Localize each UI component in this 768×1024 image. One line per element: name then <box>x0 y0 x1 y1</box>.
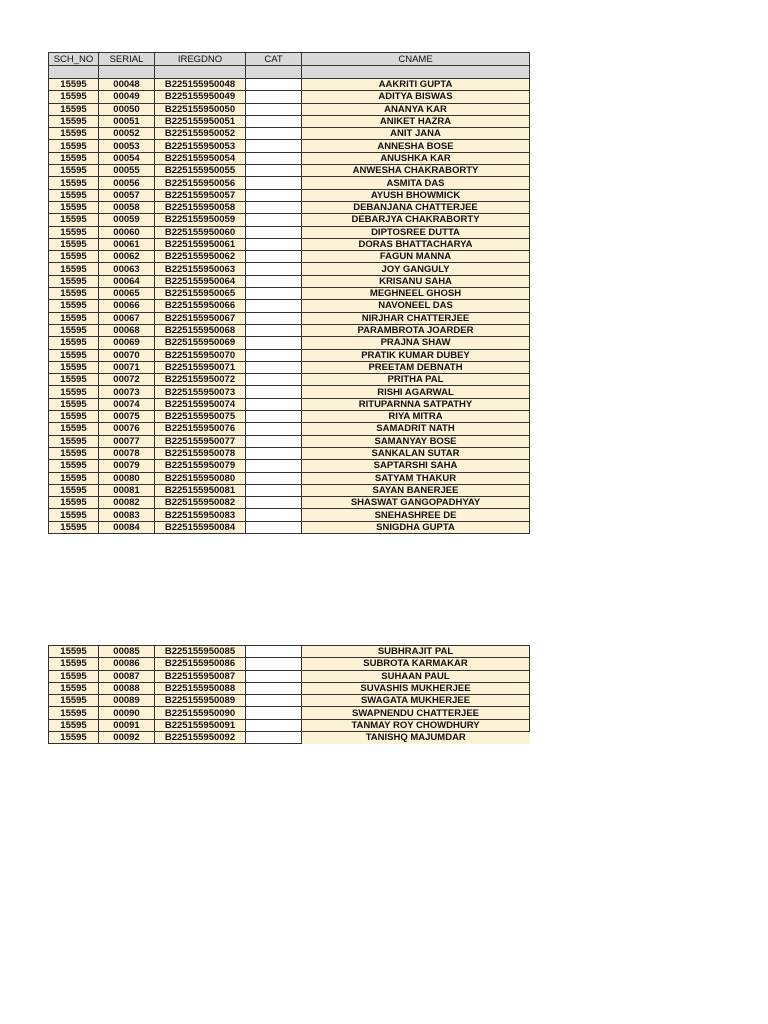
cat-cell[interactable] <box>246 177 302 189</box>
sch-no-cell[interactable]: 15595 <box>49 140 99 152</box>
sch-no-cell[interactable]: 15595 <box>49 349 99 361</box>
serial-cell[interactable]: 00071 <box>99 361 155 373</box>
serial-cell[interactable]: 00073 <box>99 386 155 398</box>
iregdno-cell[interactable]: B225155950065 <box>155 288 246 300</box>
table-row <box>49 484 530 496</box>
serial-cell[interactable]: 00059 <box>99 214 155 226</box>
cat-cell[interactable] <box>246 226 302 238</box>
iregdno-cell[interactable]: B225155950077 <box>155 435 246 447</box>
serial-cell[interactable]: 00065 <box>99 288 155 300</box>
table-row <box>49 670 530 682</box>
cname-cell[interactable]: ANNESHA BOSE <box>302 140 530 152</box>
table-row <box>49 312 530 324</box>
blank-cell[interactable] <box>302 66 530 79</box>
iregdno-cell[interactable]: B225155950083 <box>155 509 246 521</box>
cname-cell[interactable]: SUVASHIS MUKHERJEE <box>302 682 530 694</box>
serial-cell[interactable]: 00085 <box>99 646 155 658</box>
sch-no-cell[interactable]: 15595 <box>49 484 99 496</box>
cname-cell[interactable]: PRAJNA SHAW <box>302 337 530 349</box>
cname-cell[interactable]: FAGUN MANNA <box>302 251 530 263</box>
serial-cell[interactable]: 00084 <box>99 521 155 533</box>
cname-cell[interactable]: PARAMBROTA JOARDER <box>302 324 530 336</box>
iregdno-cell[interactable]: B225155950064 <box>155 275 246 287</box>
iregdno-cell[interactable]: B225155950059 <box>155 214 246 226</box>
iregdno-cell[interactable]: B225155950084 <box>155 521 246 533</box>
blank-header-row <box>49 66 530 79</box>
cname-cell[interactable]: DIPTOSREE DUTTA <box>302 226 530 238</box>
cat-cell[interactable] <box>246 719 302 731</box>
cat-cell[interactable] <box>246 682 302 694</box>
iregdno-cell[interactable]: B225155950078 <box>155 447 246 459</box>
serial-cell[interactable]: 00052 <box>99 128 155 140</box>
cname-cell[interactable]: SUHAAN PAUL <box>302 670 530 682</box>
sch-no-cell[interactable]: 15595 <box>49 423 99 435</box>
serial-cell[interactable]: 00055 <box>99 165 155 177</box>
cat-cell[interactable] <box>246 411 302 423</box>
sch-no-cell[interactable]: 15595 <box>49 300 99 312</box>
table-row <box>49 398 530 410</box>
table-row <box>49 658 530 670</box>
iregdno-cell[interactable]: B225155950068 <box>155 324 246 336</box>
table-row <box>49 177 530 189</box>
sch-no-cell[interactable]: 15595 <box>49 177 99 189</box>
iregdno-cell[interactable]: B225155950058 <box>155 201 246 213</box>
table-row <box>49 472 530 484</box>
serial-cell[interactable]: 00050 <box>99 103 155 115</box>
table-row <box>49 374 530 386</box>
cat-cell[interactable] <box>246 398 302 410</box>
sch-no-cell[interactable]: 15595 <box>49 337 99 349</box>
iregdno-cell[interactable]: B225155950075 <box>155 411 246 423</box>
serial-cell[interactable]: 00062 <box>99 251 155 263</box>
cat-cell[interactable] <box>246 140 302 152</box>
cat-cell[interactable] <box>246 435 302 447</box>
cat-cell[interactable] <box>246 484 302 496</box>
serial-cell[interactable]: 00080 <box>99 472 155 484</box>
cat-cell[interactable] <box>246 349 302 361</box>
header-row <box>49 53 530 66</box>
serial-cell[interactable]: 00068 <box>99 324 155 336</box>
cname-cell[interactable]: SATYAM THAKUR <box>302 472 530 484</box>
sch-no-cell[interactable]: 15595 <box>49 103 99 115</box>
iregdno-cell[interactable]: B225155950069 <box>155 337 246 349</box>
cname-cell[interactable]: SANKALAN SUTAR <box>302 447 530 459</box>
cname-cell[interactable]: SNIGDHA GUPTA <box>302 521 530 533</box>
cat-cell[interactable] <box>246 646 302 658</box>
iregdno-cell[interactable]: B225155950063 <box>155 263 246 275</box>
serial-cell[interactable]: 00076 <box>99 423 155 435</box>
serial-cell[interactable]: 00083 <box>99 509 155 521</box>
iregdno-cell[interactable]: B225155950052 <box>155 128 246 140</box>
cname-cell[interactable]: SAPTARSHI SAHA <box>302 460 530 472</box>
sch-no-cell[interactable]: 15595 <box>49 251 99 263</box>
sch-no-cell[interactable]: 15595 <box>49 226 99 238</box>
table-row <box>49 201 530 213</box>
cat-cell[interactable] <box>246 361 302 373</box>
table-row <box>49 447 530 459</box>
sch-no-cell[interactable]: 15595 <box>49 312 99 324</box>
table-row <box>49 435 530 447</box>
cat-cell[interactable] <box>246 521 302 533</box>
sch-no-cell[interactable]: 15595 <box>49 509 99 521</box>
table-row <box>49 115 530 127</box>
cname-cell[interactable]: SNEHASHREE DE <box>302 509 530 521</box>
table-row <box>49 152 530 164</box>
cname-cell[interactable]: MEGHNEEL GHOSH <box>302 288 530 300</box>
iregdno-cell[interactable]: B225155950053 <box>155 140 246 152</box>
cat-cell[interactable] <box>246 165 302 177</box>
sch-no-cell[interactable]: 15595 <box>49 398 99 410</box>
student-table-page-2 <box>48 645 530 744</box>
table-row <box>49 361 530 373</box>
sch-no-cell[interactable]: 15595 <box>49 447 99 459</box>
sch-no-cell[interactable]: 15595 <box>49 521 99 533</box>
serial-cell[interactable]: 00064 <box>99 275 155 287</box>
serial-cell[interactable]: 00070 <box>99 349 155 361</box>
iregdno-cell[interactable]: B225155950056 <box>155 177 246 189</box>
iregdno-cell[interactable]: B225155950089 <box>155 695 246 707</box>
serial-cell[interactable]: 00066 <box>99 300 155 312</box>
table-row <box>49 226 530 238</box>
serial-cell[interactable]: 00082 <box>99 497 155 509</box>
table-row <box>49 140 530 152</box>
iregdno-cell[interactable]: B225155950060 <box>155 226 246 238</box>
cat-cell[interactable] <box>246 189 302 201</box>
table-row <box>49 411 530 423</box>
serial-cell[interactable]: 00079 <box>99 460 155 472</box>
table-row <box>49 189 530 201</box>
cname-cell[interactable]: TANMAY ROY CHOWDHURY <box>302 719 530 731</box>
cname-cell[interactable]: RIYA MITRA <box>302 411 530 423</box>
cname-cell[interactable]: TANISHQ MAJUMDAR <box>302 732 530 744</box>
header-iregdno[interactable]: IREGDNO <box>155 53 246 66</box>
cat-cell[interactable] <box>246 201 302 213</box>
cname-cell[interactable]: SAMADRIT NATH <box>302 423 530 435</box>
table-row <box>49 300 530 312</box>
cname-cell[interactable]: DORAS BHATTACHARYA <box>302 238 530 250</box>
serial-cell[interactable]: 00074 <box>99 398 155 410</box>
table-row <box>49 695 530 707</box>
cname-cell[interactable]: ANWESHA CHAKRABORTY <box>302 165 530 177</box>
sch-no-cell[interactable]: 15595 <box>49 658 99 670</box>
cat-cell[interactable] <box>246 288 302 300</box>
serial-cell[interactable]: 00081 <box>99 484 155 496</box>
sch-no-cell[interactable]: 15595 <box>49 165 99 177</box>
iregdno-cell[interactable]: B225155950088 <box>155 682 246 694</box>
iregdno-cell[interactable]: B225155950073 <box>155 386 246 398</box>
cname-cell[interactable]: ANIT JANA <box>302 128 530 140</box>
serial-cell[interactable]: 00092 <box>99 732 155 744</box>
iregdno-cell[interactable]: B225155950082 <box>155 497 246 509</box>
serial-cell[interactable]: 00091 <box>99 719 155 731</box>
cname-cell[interactable]: JOY GANGULY <box>302 263 530 275</box>
table-row <box>49 275 530 287</box>
cat-cell[interactable] <box>246 670 302 682</box>
iregdno-cell[interactable]: B225155950079 <box>155 460 246 472</box>
cat-cell[interactable] <box>246 263 302 275</box>
iregdno-cell[interactable]: B225155950080 <box>155 472 246 484</box>
cat-cell[interactable] <box>246 509 302 521</box>
serial-cell[interactable]: 00087 <box>99 670 155 682</box>
cname-cell[interactable]: SHASWAT GANGOPADHYAY <box>302 497 530 509</box>
table-row <box>49 460 530 472</box>
header-cname[interactable]: CNAME <box>302 53 530 66</box>
serial-cell[interactable]: 00057 <box>99 189 155 201</box>
cat-cell[interactable] <box>246 91 302 103</box>
cname-cell[interactable]: DEBARJYA CHAKRABORTY <box>302 214 530 226</box>
sch-no-cell[interactable]: 15595 <box>49 288 99 300</box>
serial-cell[interactable]: 00060 <box>99 226 155 238</box>
cat-cell[interactable] <box>246 324 302 336</box>
serial-cell[interactable]: 00090 <box>99 707 155 719</box>
sch-no-cell[interactable]: 15595 <box>49 670 99 682</box>
cat-cell[interactable] <box>246 79 302 91</box>
cat-cell[interactable] <box>246 115 302 127</box>
cat-cell[interactable] <box>246 275 302 287</box>
sch-no-cell[interactable]: 15595 <box>49 682 99 694</box>
cname-cell[interactable]: PRITHA PAL <box>302 374 530 386</box>
table-row <box>49 288 530 300</box>
iregdno-cell[interactable]: B225155950071 <box>155 361 246 373</box>
cat-cell[interactable] <box>246 337 302 349</box>
cat-cell[interactable] <box>246 497 302 509</box>
header-serial[interactable]: SERIAL <box>99 53 155 66</box>
serial-cell[interactable]: 00089 <box>99 695 155 707</box>
cat-cell[interactable] <box>246 658 302 670</box>
iregdno-cell[interactable]: B225155950081 <box>155 484 246 496</box>
iregdno-cell[interactable]: B225155950048 <box>155 79 246 91</box>
serial-cell[interactable]: 00078 <box>99 447 155 459</box>
sch-no-cell[interactable]: 15595 <box>49 263 99 275</box>
iregdno-cell[interactable]: B225155950054 <box>155 152 246 164</box>
table-row <box>49 509 530 521</box>
cname-cell[interactable]: PREETAM DEBNATH <box>302 361 530 373</box>
cat-cell[interactable] <box>246 238 302 250</box>
table-row <box>49 214 530 226</box>
table-row <box>49 719 530 731</box>
sch-no-cell[interactable]: 15595 <box>49 189 99 201</box>
sch-no-cell[interactable]: 15595 <box>49 460 99 472</box>
serial-cell[interactable]: 00048 <box>99 79 155 91</box>
sch-no-cell[interactable]: 15595 <box>49 695 99 707</box>
cname-cell[interactable]: RITUPARNNA SATPATHY <box>302 398 530 410</box>
cat-cell[interactable] <box>246 152 302 164</box>
table-row <box>49 349 530 361</box>
cat-cell[interactable] <box>246 695 302 707</box>
sch-no-cell[interactable]: 15595 <box>49 435 99 447</box>
cname-cell[interactable]: NIRJHAR CHATTERJEE <box>302 312 530 324</box>
serial-cell[interactable]: 00086 <box>99 658 155 670</box>
cat-cell[interactable] <box>246 707 302 719</box>
table-row <box>49 521 530 533</box>
serial-cell[interactable]: 00088 <box>99 682 155 694</box>
table-row <box>49 646 530 658</box>
sch-no-cell[interactable]: 15595 <box>49 374 99 386</box>
serial-cell[interactable]: 00058 <box>99 201 155 213</box>
serial-cell[interactable]: 00061 <box>99 238 155 250</box>
student-table-page-1 <box>48 52 530 534</box>
table-row <box>49 165 530 177</box>
iregdno-cell[interactable]: B225155950087 <box>155 670 246 682</box>
cname-cell[interactable]: ASMITA DAS <box>302 177 530 189</box>
table-row <box>49 423 530 435</box>
cname-cell[interactable]: NAVONEEL DAS <box>302 300 530 312</box>
iregdno-cell[interactable]: B225155950076 <box>155 423 246 435</box>
iregdno-cell[interactable]: B225155950091 <box>155 719 246 731</box>
iregdno-cell[interactable]: B225155950070 <box>155 349 246 361</box>
cname-cell[interactable]: ANIKET HAZRA <box>302 115 530 127</box>
blank-cell[interactable] <box>246 66 302 79</box>
header-sch-no[interactable]: SCH_NO <box>49 53 99 66</box>
sch-no-cell[interactable]: 15595 <box>49 79 99 91</box>
table-row <box>49 91 530 103</box>
cname-cell[interactable]: SWAGATA MUKHERJEE <box>302 695 530 707</box>
table-row <box>49 497 530 509</box>
serial-cell[interactable]: 00072 <box>99 374 155 386</box>
iregdno-cell[interactable]: B225155950051 <box>155 115 246 127</box>
cname-cell[interactable]: SWAPNENDU CHATTERJEE <box>302 707 530 719</box>
table-row <box>49 337 530 349</box>
header-cat[interactable]: CAT <box>246 53 302 66</box>
table-row <box>49 79 530 91</box>
cname-cell[interactable]: ANANYA KAR <box>302 103 530 115</box>
table-row <box>49 386 530 398</box>
serial-cell[interactable]: 00053 <box>99 140 155 152</box>
table-row <box>49 682 530 694</box>
cname-cell[interactable]: SUBHRAJIT PAL <box>302 646 530 658</box>
cname-cell[interactable]: ANUSHKA KAR <box>302 152 530 164</box>
sch-no-cell[interactable]: 15595 <box>49 497 99 509</box>
cat-cell[interactable] <box>246 460 302 472</box>
cat-cell[interactable] <box>246 423 302 435</box>
sch-no-cell[interactable]: 15595 <box>49 324 99 336</box>
table-row <box>49 263 530 275</box>
sch-no-cell[interactable]: 15595 <box>49 128 99 140</box>
cat-cell[interactable] <box>246 103 302 115</box>
cat-cell[interactable] <box>246 447 302 459</box>
sch-no-cell[interactable]: 15595 <box>49 386 99 398</box>
serial-cell[interactable]: 00049 <box>99 91 155 103</box>
table-row <box>49 128 530 140</box>
iregdno-cell[interactable]: B225155950062 <box>155 251 246 263</box>
iregdno-cell[interactable]: B225155950061 <box>155 238 246 250</box>
cname-cell[interactable]: RISHI AGARWAL <box>302 386 530 398</box>
cname-cell[interactable]: AYUSH BHOWMICK <box>302 189 530 201</box>
sch-no-cell[interactable]: 15595 <box>49 214 99 226</box>
sch-no-cell[interactable]: 15595 <box>49 238 99 250</box>
sch-no-cell[interactable]: 15595 <box>49 152 99 164</box>
iregdno-cell[interactable]: B225155950092 <box>155 732 246 744</box>
serial-cell[interactable]: 00067 <box>99 312 155 324</box>
iregdno-cell[interactable]: B225155950085 <box>155 646 246 658</box>
table-row <box>49 324 530 336</box>
serial-cell[interactable]: 00056 <box>99 177 155 189</box>
cat-cell[interactable] <box>246 374 302 386</box>
sch-no-cell[interactable]: 15595 <box>49 646 99 658</box>
cat-cell[interactable] <box>246 732 302 744</box>
table-row <box>49 732 530 744</box>
cname-cell[interactable]: SAMANYAY BOSE <box>302 435 530 447</box>
sch-no-cell[interactable]: 15595 <box>49 201 99 213</box>
sch-no-cell[interactable]: 15595 <box>49 411 99 423</box>
sch-no-cell[interactable]: 15595 <box>49 719 99 731</box>
iregdno-cell[interactable]: B225155950067 <box>155 312 246 324</box>
cat-cell[interactable] <box>246 251 302 263</box>
table-row <box>49 238 530 250</box>
serial-cell[interactable]: 00051 <box>99 115 155 127</box>
serial-cell[interactable]: 00063 <box>99 263 155 275</box>
cat-cell[interactable] <box>246 214 302 226</box>
sch-no-cell[interactable]: 15595 <box>49 115 99 127</box>
serial-cell[interactable]: 00054 <box>99 152 155 164</box>
cname-cell[interactable]: ADITYA BISWAS <box>302 91 530 103</box>
sch-no-cell[interactable]: 15595 <box>49 707 99 719</box>
cat-cell[interactable] <box>246 312 302 324</box>
iregdno-cell[interactable]: B225155950049 <box>155 91 246 103</box>
iregdno-cell[interactable]: B225155950074 <box>155 398 246 410</box>
table-1-body <box>49 79 530 534</box>
table-row <box>49 707 530 719</box>
table-row <box>49 251 530 263</box>
cat-cell[interactable] <box>246 386 302 398</box>
cat-cell[interactable] <box>246 300 302 312</box>
sch-no-cell[interactable]: 15595 <box>49 91 99 103</box>
iregdno-cell[interactable]: B225155950055 <box>155 165 246 177</box>
iregdno-cell[interactable]: B225155950050 <box>155 103 246 115</box>
sch-no-cell[interactable]: 15595 <box>49 732 99 744</box>
serial-cell[interactable]: 00077 <box>99 435 155 447</box>
serial-cell[interactable]: 00069 <box>99 337 155 349</box>
cname-cell[interactable]: DEBANJANA CHATTERJEE <box>302 201 530 213</box>
cname-cell[interactable]: AAKRITI GUPTA <box>302 79 530 91</box>
sch-no-cell[interactable]: 15595 <box>49 472 99 484</box>
iregdno-cell[interactable]: B225155950090 <box>155 707 246 719</box>
cname-cell[interactable]: SAYAN BANERJEE <box>302 484 530 496</box>
cname-cell[interactable]: KRISANU SAHA <box>302 275 530 287</box>
cname-cell[interactable]: PRATIK KUMAR DUBEY <box>302 349 530 361</box>
sch-no-cell[interactable]: 15595 <box>49 275 99 287</box>
blank-cell[interactable] <box>49 66 99 79</box>
blank-cell[interactable] <box>155 66 246 79</box>
serial-cell[interactable]: 00075 <box>99 411 155 423</box>
iregdno-cell[interactable]: B225155950086 <box>155 658 246 670</box>
cat-cell[interactable] <box>246 128 302 140</box>
iregdno-cell[interactable]: B225155950057 <box>155 189 246 201</box>
iregdno-cell[interactable]: B225155950066 <box>155 300 246 312</box>
sch-no-cell[interactable]: 15595 <box>49 361 99 373</box>
table-row <box>49 103 530 115</box>
blank-cell[interactable] <box>99 66 155 79</box>
cat-cell[interactable] <box>246 472 302 484</box>
cname-cell[interactable]: SUBROTA KARMAKAR <box>302 658 530 670</box>
table-2-body <box>49 646 530 744</box>
iregdno-cell[interactable]: B225155950072 <box>155 374 246 386</box>
